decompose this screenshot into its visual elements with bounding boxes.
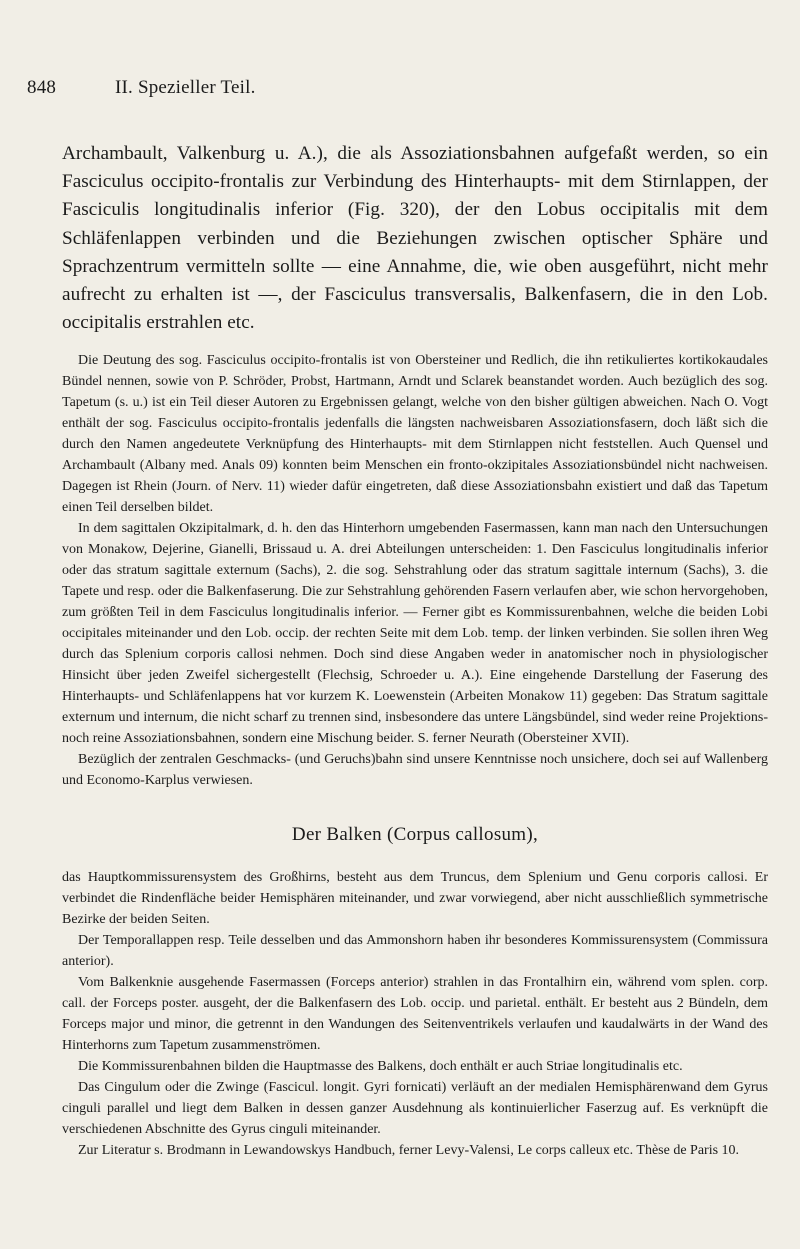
small-paragraph: In dem sagittalen Okzipitalmark, d. h. den das Hinterhorn umgebenden Fasermassen, kann man nach den Untersuchungen von Monakow, Dejerine, Gianelli, Brissaud u. A. drei Abteilungen unterscheiden: 1. Den Fasciculus longitudinalis inferior oder das stratum sagittale externum (Sachs), 2. die sog. Sehstrahlung oder das stratum sagittale internum (Sachs), 3. die Tapete und resp. oder die Balkenfaserung. Die zur Sehstrahlung gehörenden Fasern verlaufen aber, wie schon hervorgehoben, zum größten Teil in dem Fasciculus longitudinalis inferior. — Ferner gibt es Kommissurenbahnen, welche die beiden Lobi occipitales miteinander und den Lob. occip. der rechten Seite mit dem Lob. temp. der linken verbinden. Sie sollen ihren Weg durch das Splenium corporis callosi nehmen. Doch sind diese Angaben weder in anatomischer noch in physiologischer Hinsicht über jeden Zweifel sichergestellt (Flechsig, Schroeder u. A.). Eine eingehende Darstellung der Faserung des Hinterhaupts- und Schläfenlappens hat vor kurzem K. Loewenstein (Arbeiten Monakow 11) gegeben: Das Stratum sagittale externum und internum, die nicht scharf zu trennen sind, insbesondere das untere Längsbündel, sind weder reine Projektions- noch reine Assoziationsbahnen, sondern eine Mischung beider. S. ferner Neurath (Obersteiner XVII). — [62, 520, 768, 746]
section-paragraph: das Hauptkommissurensystem des Großhirns, besteht aus dem Truncus, dem Splenium und Genu corporis callosi. Er verbindet die Rindenfläche beider Hemisphären miteinander, und zwar vorwiegend, aber nicht ausschließlich symmetrische Bezirke der beiden Seiten. — [62, 869, 768, 927]
section-paragraph: Die Kommissurenbahnen bilden die Hauptmasse des Balkens, doch enthält er auch Striae longitudinalis etc. — [78, 1058, 683, 1074]
intro-paragraph: Archambault, Valkenburg u. A.), die als Assoziationsbahnen aufgefaßt werden, so ein Fasciculus occipito-frontalis zur Verbindung des Hinterhaupts- mit dem Stirnlappen, der Fasciculis longitudinalis inferior (Fig. 320), der den Lobus occipitalis mit dem Schläfenlappen verbinden und die Beziehungen zwischen optischer Sphäre und Sprachzentrum vermitteln sollte — eine Annahme, die, wie oben ausgeführt, nicht mehr aufrecht zu erhalten ist —, der Fasciculus transversalis, Balkenfasern, die in den Lob. occipitalis erstrahlen etc. — [62, 143, 768, 334]
page-body — [62, 140, 768, 1161]
section-heading: Der Balken (Corpus callosum), — [291, 823, 539, 845]
page-number: 848 — [27, 77, 57, 98]
section-paragraph: Der Temporallappen resp. Teile desselben und das Ammonshorn haben ihr besonderes Kommissurensystem (Commissura anterior). — [62, 932, 768, 969]
running-title: II. Spezieller Teil. — [115, 77, 256, 98]
section-paragraph: Das Cingulum oder die Zwinge (Fascicul. longit. Gyri fornicati) verläuft an der medialen Hemisphärenwand dem Gyrus cinguli parallel und liegt dem Balken in dessen ganzer Ausdehnung als kontinuierlicher Faserzug auf. Es verknüpft die verschiedenen Abschnitte des Gyrus cinguli miteinander. — [62, 1079, 768, 1137]
small-paragraph: Bezüglich der zentralen Geschmacks- (und Geruchs)bahn sind unsere Kenntnisse noch unsichere, doch sei auf Wallenberg und Economo-Karplus verwiesen. — [62, 751, 768, 788]
section-paragraph: Vom Balkenknie ausgehende Fasermassen (Forceps anterior) strahlen in das Frontalhirn ein, während vom splen. corp. call. der Forceps poster. ausgeht, der die Balkenfasern des Lob. occip. und parietal. enthält. Er besteht aus 2 Bündeln, dem Forceps major und minor, die getrennt in den Wandungen des Seitenventrikels verlaufen und kaudalwärts in der Wand des Hinterhorns zum Tapetum zusammenströmen. — [62, 974, 768, 1053]
section-paragraph: Zur Literatur s. Brodmann in Lewandowskys Handbuch, ferner Levy-Valensi, Le corps calleux etc. Thèse de Paris 10. — [78, 1142, 740, 1158]
small-paragraph: Die Deutung des sog. Fasciculus occipito-frontalis ist von Obersteiner und Redlich, die ihn retikuliertes kortikokaudales Bündel nennen, sowie von P. Schröder, Probst, Hartmann, Arndt und Sclarek beanstandet worden. Auch bezüglich des sog. Tapetum (s. u.) ist ein Teil dieser Autoren zu Ergebnissen gelangt, welche von den bisher gültigen abweichen. Nach O. Vogt enthält der sog. Fasciculus occipito-frontalis jedenfalls die längsten nachweisbaren Assoziationsfasern, doch läßt sich die durch den Namen angedeutete Verknüpfung des Hinterhaupts- mit dem Stirnlappen nicht feststellen. Auch Quensel und Archambault (Albany med. Anals 09) konnten beim Menschen ein fronto-okzipitales Assoziationsbündel nicht nachweisen. Dagegen ist Rhein (Journ. of Nerv. 11) wieder dafür eingetreten, daß diese Assoziationsbahn existiert und daß das Tapetum einen Teil derselben bildet. — [62, 352, 768, 515]
